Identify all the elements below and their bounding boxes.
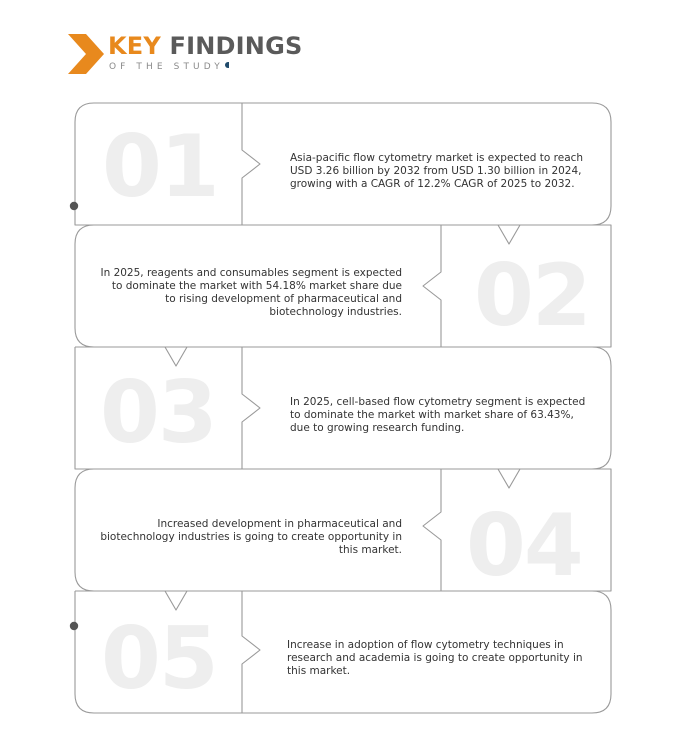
finding-4-number: 04 xyxy=(466,496,582,596)
title-accent: KEY xyxy=(108,32,161,60)
finding-2-number: 02 xyxy=(474,246,590,346)
finding-5-number: 05 xyxy=(101,609,217,709)
timeline-start-dot xyxy=(70,202,78,210)
finding-1-number: 01 xyxy=(102,117,218,217)
finding-2-divider xyxy=(423,225,441,347)
timeline-end-dot xyxy=(70,622,78,630)
finding-5-text: Increase in adoption of flow cytometry techniques in research and academia is going to create opportunity in this market. xyxy=(287,639,583,677)
finding-5-divider xyxy=(242,591,260,713)
finding-3-text: In 2025, cell-based flow cytometry segment is expected to dominate the market with market share of 63.43%, due to growing research funding. xyxy=(290,396,586,434)
finding-2-text: In 2025, reagents and consumables segment is expected to dominate the market with 54.18% market share due to rising development of pharmaceutical and biotechnology industries. xyxy=(100,267,402,318)
finding-3-divider xyxy=(242,347,260,469)
title-rest: FINDINGS xyxy=(160,32,303,60)
subtitle-text: OF THE STUDY xyxy=(109,62,224,72)
finding-4-divider xyxy=(423,469,441,591)
finding-1-text: Asia-pacific flow cytometry market is expected to reach USD 3.26 billion by 2032 from USD 1.30 billion in 2024, growing with a CAGR of 12.2% CAGR of 2025 to 2032. xyxy=(290,152,584,190)
finding-3-number: 03 xyxy=(100,363,216,463)
finding-4-text: Increased development in pharmaceutical and biotechnology industries is going to create opportunity in this market. xyxy=(100,518,402,556)
finding-1-divider xyxy=(242,103,260,225)
